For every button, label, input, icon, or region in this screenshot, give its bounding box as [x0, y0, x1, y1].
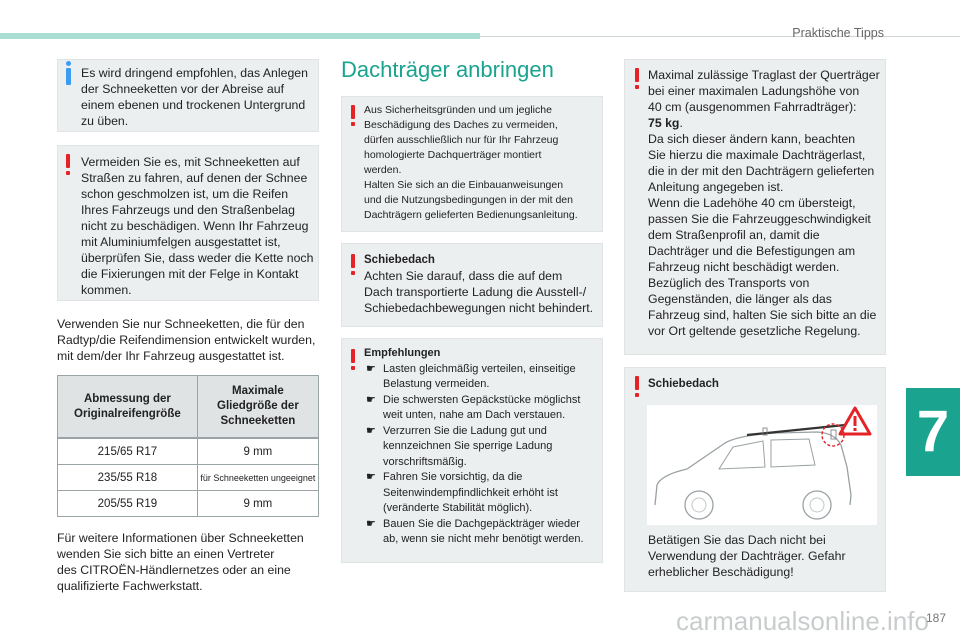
- text-fragment: .: [679, 116, 683, 130]
- info-text: [81, 65, 308, 129]
- list-bullet-icon: ☛: [366, 424, 376, 437]
- chapter-tab: 7: [906, 388, 960, 476]
- text-line: einem ebenen und trockenen Untergrund: [81, 98, 306, 112]
- text-line: dem Straßenprofil an, damit die: [648, 228, 820, 242]
- warning-exclamation-icon: [64, 154, 72, 176]
- text-line: ab, wenn sie nicht mehr benötigt werden.: [383, 533, 584, 545]
- header-accent-bar: [0, 33, 480, 39]
- warning-text: [364, 252, 593, 316]
- text-line: Anleitung angegeben ist.: [648, 180, 784, 194]
- warning-box-snow-chains: [57, 145, 319, 301]
- text-line: Es wird dringend empfohlen, das Anlegen: [81, 66, 308, 80]
- table-cell: 205/55 R19: [58, 491, 198, 517]
- box-title: Empfehlungen: [364, 347, 441, 359]
- text-line: und die Nutzungsbedingungen in der mit den: [364, 194, 573, 206]
- box-title: Schiebedach: [364, 254, 435, 266]
- warning-text: [648, 532, 846, 580]
- list-bullet-icon: ☛: [366, 517, 376, 530]
- text-line: kommen.: [81, 283, 132, 297]
- table-header-row: [58, 376, 319, 438]
- warning-text: [364, 103, 578, 223]
- info-icon: [66, 68, 71, 85]
- list-item: [364, 470, 600, 517]
- text-line: passen Sie die Fahrzeuggeschwindigkeit: [648, 212, 871, 226]
- text-line: Straßen zu fahren, auf denen der Schnee: [81, 171, 308, 185]
- text-line: des CITROËN-Händlernetzes oder an eine: [57, 563, 291, 577]
- text-line: (veränderte Stabilität möglich).: [383, 502, 533, 514]
- text-line: Fahrzeug sind, halten Sie sich bitte an die: [648, 308, 877, 322]
- text-line: Wenn die Ladehöhe 40 cm übersteigt,: [648, 196, 856, 210]
- table-cell: 9 mm: [197, 439, 318, 465]
- text-line: Radtyp/die Reifendimension entwickelt wurden,: [57, 333, 316, 347]
- text-line: Ihres Fahrzeugs und den Straßenbelag: [81, 203, 295, 217]
- text-line: mit dem/der Ihr Fahrzeug ausgestattet ist.: [57, 349, 285, 363]
- text-line: Die schwersten Gepäckstücke möglichst: [383, 393, 581, 406]
- text-line: nicht zu beschädigen. Wenn Ihr Fahrzeug: [81, 219, 309, 233]
- text-line: Fahren Sie vorsichtig, da die: [383, 471, 523, 483]
- warning-exclamation-icon: [349, 254, 357, 276]
- warning-exclamation-icon: [633, 376, 641, 398]
- warning-triangle-icon: [837, 405, 873, 437]
- table-row: [58, 439, 319, 465]
- warning-box-sunroof-use: [624, 367, 886, 592]
- text-line: schon geschmolzen ist, um die Reifen: [81, 187, 289, 201]
- warning-text: [81, 154, 313, 298]
- text-line: Bauen Sie die Dachgepäckträger wieder: [383, 517, 580, 530]
- text-line: Dach transportierte Ladung die Ausstell-/: [364, 285, 587, 299]
- section-title: Praktische Tipps: [792, 26, 884, 40]
- watermark: carmanualsonline.info: [676, 606, 929, 636]
- warning-box-roof-safety: [341, 96, 603, 232]
- list-bullet-icon: ☛: [366, 393, 376, 406]
- table-row: [58, 491, 319, 517]
- text-line: Halten Sie sich an die Einbauanweisungen: [364, 179, 564, 191]
- snow-chain-table: [57, 375, 319, 517]
- warning-box-sunroof: [341, 243, 603, 327]
- text-line: Schiebedachbewegungen nicht behindert.: [364, 301, 594, 315]
- list-bullet-icon: ☛: [366, 362, 376, 375]
- text-line: vor Ort geltende gesetzliche Regelung.: [648, 324, 861, 338]
- info-icon-dot: [66, 61, 71, 66]
- text-line: zu üben.: [81, 114, 129, 128]
- text-line: dürfen ausschließlich nur für Ihr Fahrzeug: [364, 134, 559, 146]
- text-line: Lasten gleichmäßig verteilen, einseitige: [383, 362, 576, 375]
- warning-exclamation-icon: [349, 105, 357, 127]
- list-item: [364, 517, 600, 548]
- text-line: Maximal zulässige Traglast der Querträger: [648, 68, 880, 82]
- info-box: [57, 59, 319, 132]
- table-cell: für Schneeketten ungeeignet: [197, 465, 318, 491]
- list-bullet-icon: ☛: [366, 471, 376, 483]
- page-number: 187: [925, 611, 946, 625]
- text-line: mit Aluminiumfelgen ausgestattet ist,: [81, 235, 281, 249]
- text-line: die in der mit den Dachträgern gelieferten: [648, 164, 875, 178]
- text-line: die Fixierungen mit der Felge in Kontakt: [81, 267, 299, 281]
- text-line: Fahrzeug nicht beschädigt werden.: [648, 260, 840, 274]
- car-roof-sunroof-illustration: [647, 405, 877, 525]
- text-line: Da sich dieser ändern kann, beachten: [648, 132, 856, 146]
- text-line: Für weitere Informationen über Schneeketten: [57, 531, 304, 545]
- warning-exclamation-icon: [633, 68, 641, 90]
- text-line: Beschädigung des Daches zu vermeiden,: [364, 119, 558, 131]
- text-line: Verzurren Sie die Ladung gut und: [383, 424, 547, 437]
- text-line: Gegenständen, die länger als das: [648, 292, 832, 306]
- list-item: [364, 424, 600, 471]
- text-line: [648, 115, 880, 131]
- table-header-cell: Abmessung der Originalreifengröße: [58, 376, 198, 438]
- header-rule: [480, 36, 960, 37]
- text-line: der Schneeketten vor der Abreise auf: [81, 82, 285, 96]
- text-line: wenden Sie sich bitte an einen Vertreter: [57, 547, 275, 561]
- text-line: Verwendung der Dachträger. Gefahr: [648, 549, 846, 563]
- warning-exclamation-icon: [349, 349, 357, 371]
- text-line: Aus Sicherheitsgründen und um jegliche: [364, 104, 552, 116]
- text-line: weit unten, nahe am Dach verstauen.: [383, 409, 566, 421]
- text-line: Betätigen Sie das Dach nicht bei: [648, 533, 826, 547]
- section-heading: Dachträger anbringen: [341, 57, 554, 82]
- text-line: homologierte Dachquerträger montiert: [364, 149, 542, 161]
- text-line: Achten Sie darauf, dass die auf dem: [364, 269, 563, 283]
- recommendations-box: [341, 338, 603, 563]
- box-title: Schiebedach: [648, 378, 719, 390]
- text-line: vorschriftsmäßig.: [383, 455, 467, 468]
- text-line: qualifizierte Fachwerkstatt.: [57, 579, 203, 593]
- text-line: Sie hierzu die maximale Dachträgerlast,: [648, 148, 866, 162]
- table-cell: 9 mm: [197, 491, 318, 517]
- text-line: Seitenwindempfindlichkeit erhöht ist: [383, 486, 558, 499]
- intro-paragraph: [57, 316, 315, 364]
- warning-text: [648, 67, 880, 339]
- warning-box-load-limit: [624, 59, 886, 355]
- text-line: Dachträgern gelieferten Bedienungsanleitung.: [364, 209, 578, 221]
- text-line: Dachträger und die Befestigungen am: [648, 244, 856, 258]
- text-line: erheblicher Beschädigung!: [648, 565, 794, 579]
- text-line: überprüfen Sie, dass weder die Kette noch: [81, 251, 314, 265]
- outro-paragraph: [57, 530, 304, 594]
- table-cell: 215/65 R17: [58, 439, 198, 465]
- text-line: bei einer maximalen Ladungshöhe von: [648, 84, 860, 98]
- max-load-value: 75 kg: [648, 116, 680, 130]
- recommendations-content: [364, 346, 600, 548]
- table-row: [58, 465, 319, 491]
- text-line: 40 cm (ausgenommen Fahrradträger):: [648, 100, 857, 114]
- text-line: kennzeichnen Sie sperrige Ladung: [383, 440, 553, 452]
- text-line: Bezüglich des Transports von: [648, 276, 810, 290]
- table-cell: 235/55 R18: [58, 465, 198, 491]
- list-item: [364, 362, 600, 393]
- text-line: Belastung vermeiden.: [383, 378, 490, 390]
- text-line: Verwenden Sie nur Schneeketten, die für den: [57, 317, 305, 331]
- list-item: [364, 393, 600, 424]
- text-line: Vermeiden Sie es, mit Schneeketten auf: [81, 155, 300, 169]
- text-line: werden.: [364, 164, 402, 176]
- table-header-cell: Maximale Gliedgröße der Schneeketten: [197, 376, 318, 438]
